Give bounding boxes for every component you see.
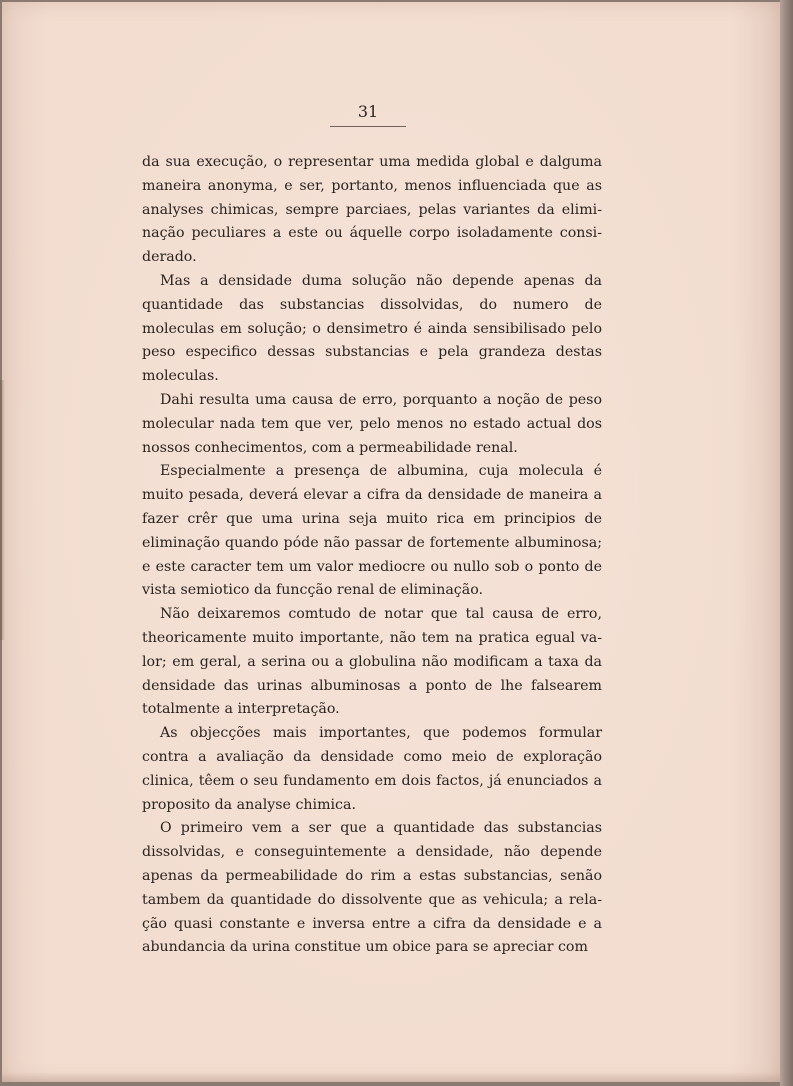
paragraph: O primeiro vem a ser que a quantidade das substancias dissolvidas, e conseguintemente a densidade, não depende apenas da permeabilidade do rim a estas substancias, senão tambem da quantidade do dissolvente que as vehicula; a relação quasi constante e inversa entre a cifra da densidade e a abundancia da urina constitue um obice para se apreciar com [142,820,602,956]
paragraph: Mas a densidade duma solução não depende apenas da quantidade das substancias dissolvidas, do numero de moleculas em solução; o densimetro é ainda sensibilisado pelo peso especifico dessas substancias e pela grandeza destas moleculas. [142,272,602,385]
paragraph: Dahi resulta uma causa de erro, porquanto a noção de peso molecular nada tem que ver, pelo menos no estado actual dos nossos conhecimentos, com a permeabilidade renal. [142,391,602,456]
page-fold-shadow [0,380,5,640]
page-number: 31 [357,102,379,121]
paragraph: Especialmente a presença de albumina, cuja molecula é muito pesada, deverá elevar a cifra da densidade de maneira a fazer crêr que uma urina seja muito rica em principios de eliminação quando póde não passar de fortemente albuminosa; e este caracter tem um valor mediocre ou nullo sob o ponto de vista semiotico da funcção renal de eliminação. [142,463,602,599]
body-text [142,151,602,960]
page-bottom-edge [2,1072,780,1082]
paragraph: Não deixaremos comtudo de notar que tal causa de erro, theoricamente muito importante, não tem na pratica egual valor; em geral, a serina ou a globulina não modificam a taxa da densidade das urinas albuminosas a ponto de lhe falsearem totalmente a interpretação. [142,606,602,718]
paragraph: As objecções mais importantes, que podemos formular contra a avaliação da densidade como meio de exploração clinica, têem o seu fundamento em dois factos, já enunciados a proposito da analyse chimica. [142,725,602,813]
paragraph: da sua execução, o representar uma medida global e dalguma maneira anonyma, e ser, portanto, menos influenciada que as analyses chimicas, sempre parciaes, pelas variantes da eliminação peculiares a este ou áquelle corpo isoladamente considerado. [142,154,602,266]
header-rule [330,126,406,127]
page-edge [780,0,793,1086]
